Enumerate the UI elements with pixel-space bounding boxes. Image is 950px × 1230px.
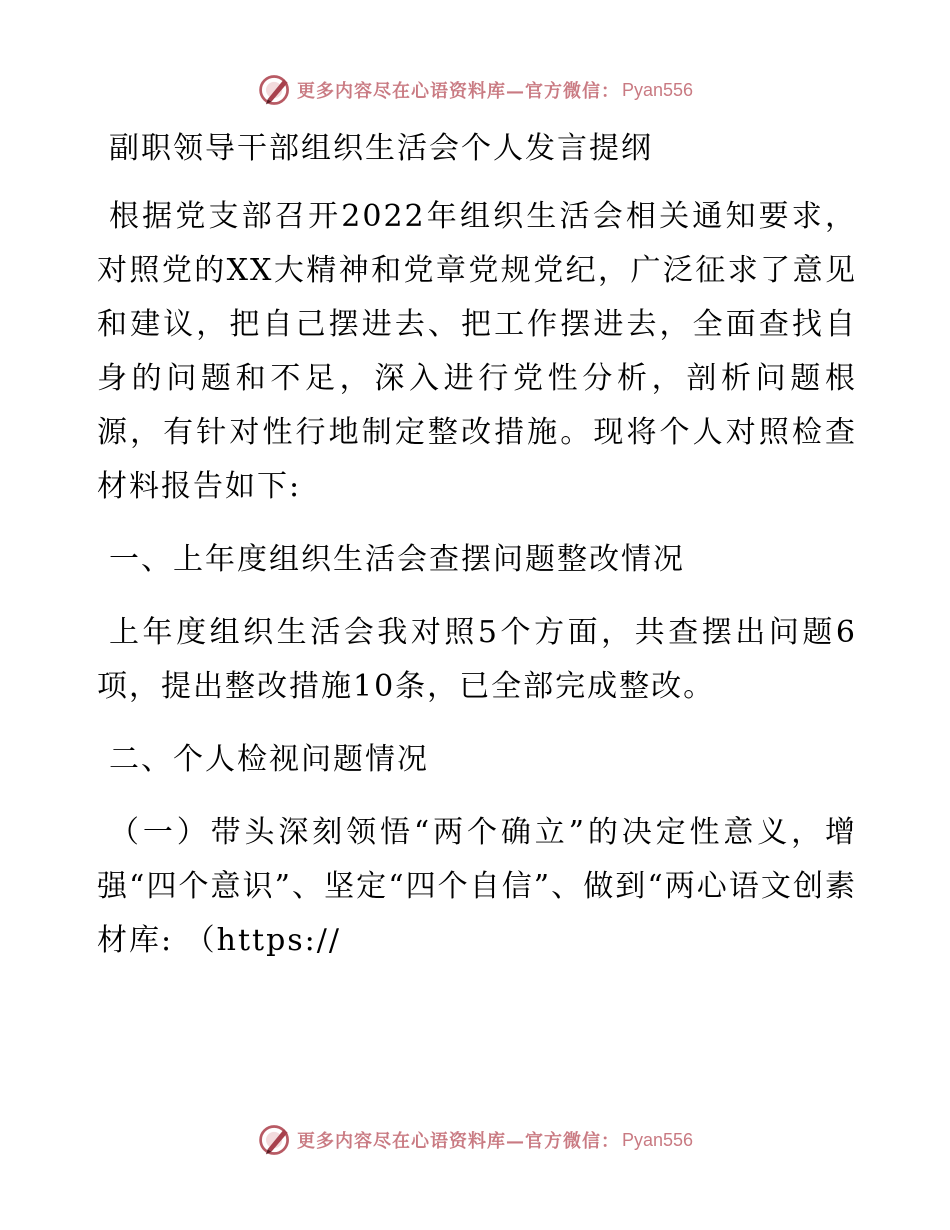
intro-paragraph: 根据党支部召开2022年组织生活会相关通知要求，对照党的XX大精神和党章党规党纪，广泛征求了意见和建议，把自己摆进去、把工作摆进去，全面查找自身的问题和不足，深入进行党性分析，剖析问题根源，有针对性行地制定整改措施。现将个人对照检查材料报告如下: <box>97 199 857 504</box>
section-heading-1: 一、上年度组织生活会查摆问题整改情况 <box>109 542 685 577</box>
footer-watermark <box>0 1120 950 1160</box>
document-title: 副职领导干部组织生活会个人发言提纲 <box>109 131 653 166</box>
section-1-paragraph: 上年度组织生活会我对照5个方面，共查摆出问题6项，提出整改措施10条，已全部完成整改。 <box>97 615 857 704</box>
watermark-text: 更多内容尽在心语资料库—官方微信： <box>296 1131 620 1152</box>
section-2-paragraph: （一）带头深刻领悟“两个确立”的决定性意义，增强“四个意识”、坚定“四个自信”、做到“两心语文创素材库: （https:// <box>97 815 857 958</box>
pen-logo-icon <box>257 1122 293 1158</box>
watermark-wechat-id: Pyan556 <box>621 79 694 100</box>
pen-logo-icon <box>257 72 293 108</box>
section-heading-2: 二、个人检视问题情况 <box>109 742 429 777</box>
watermark-wechat-id: Pyan556 <box>621 1129 694 1150</box>
header-watermark <box>0 70 950 110</box>
watermark-text: 更多内容尽在心语资料库—官方微信： <box>296 81 620 102</box>
document-body <box>97 122 857 987</box>
